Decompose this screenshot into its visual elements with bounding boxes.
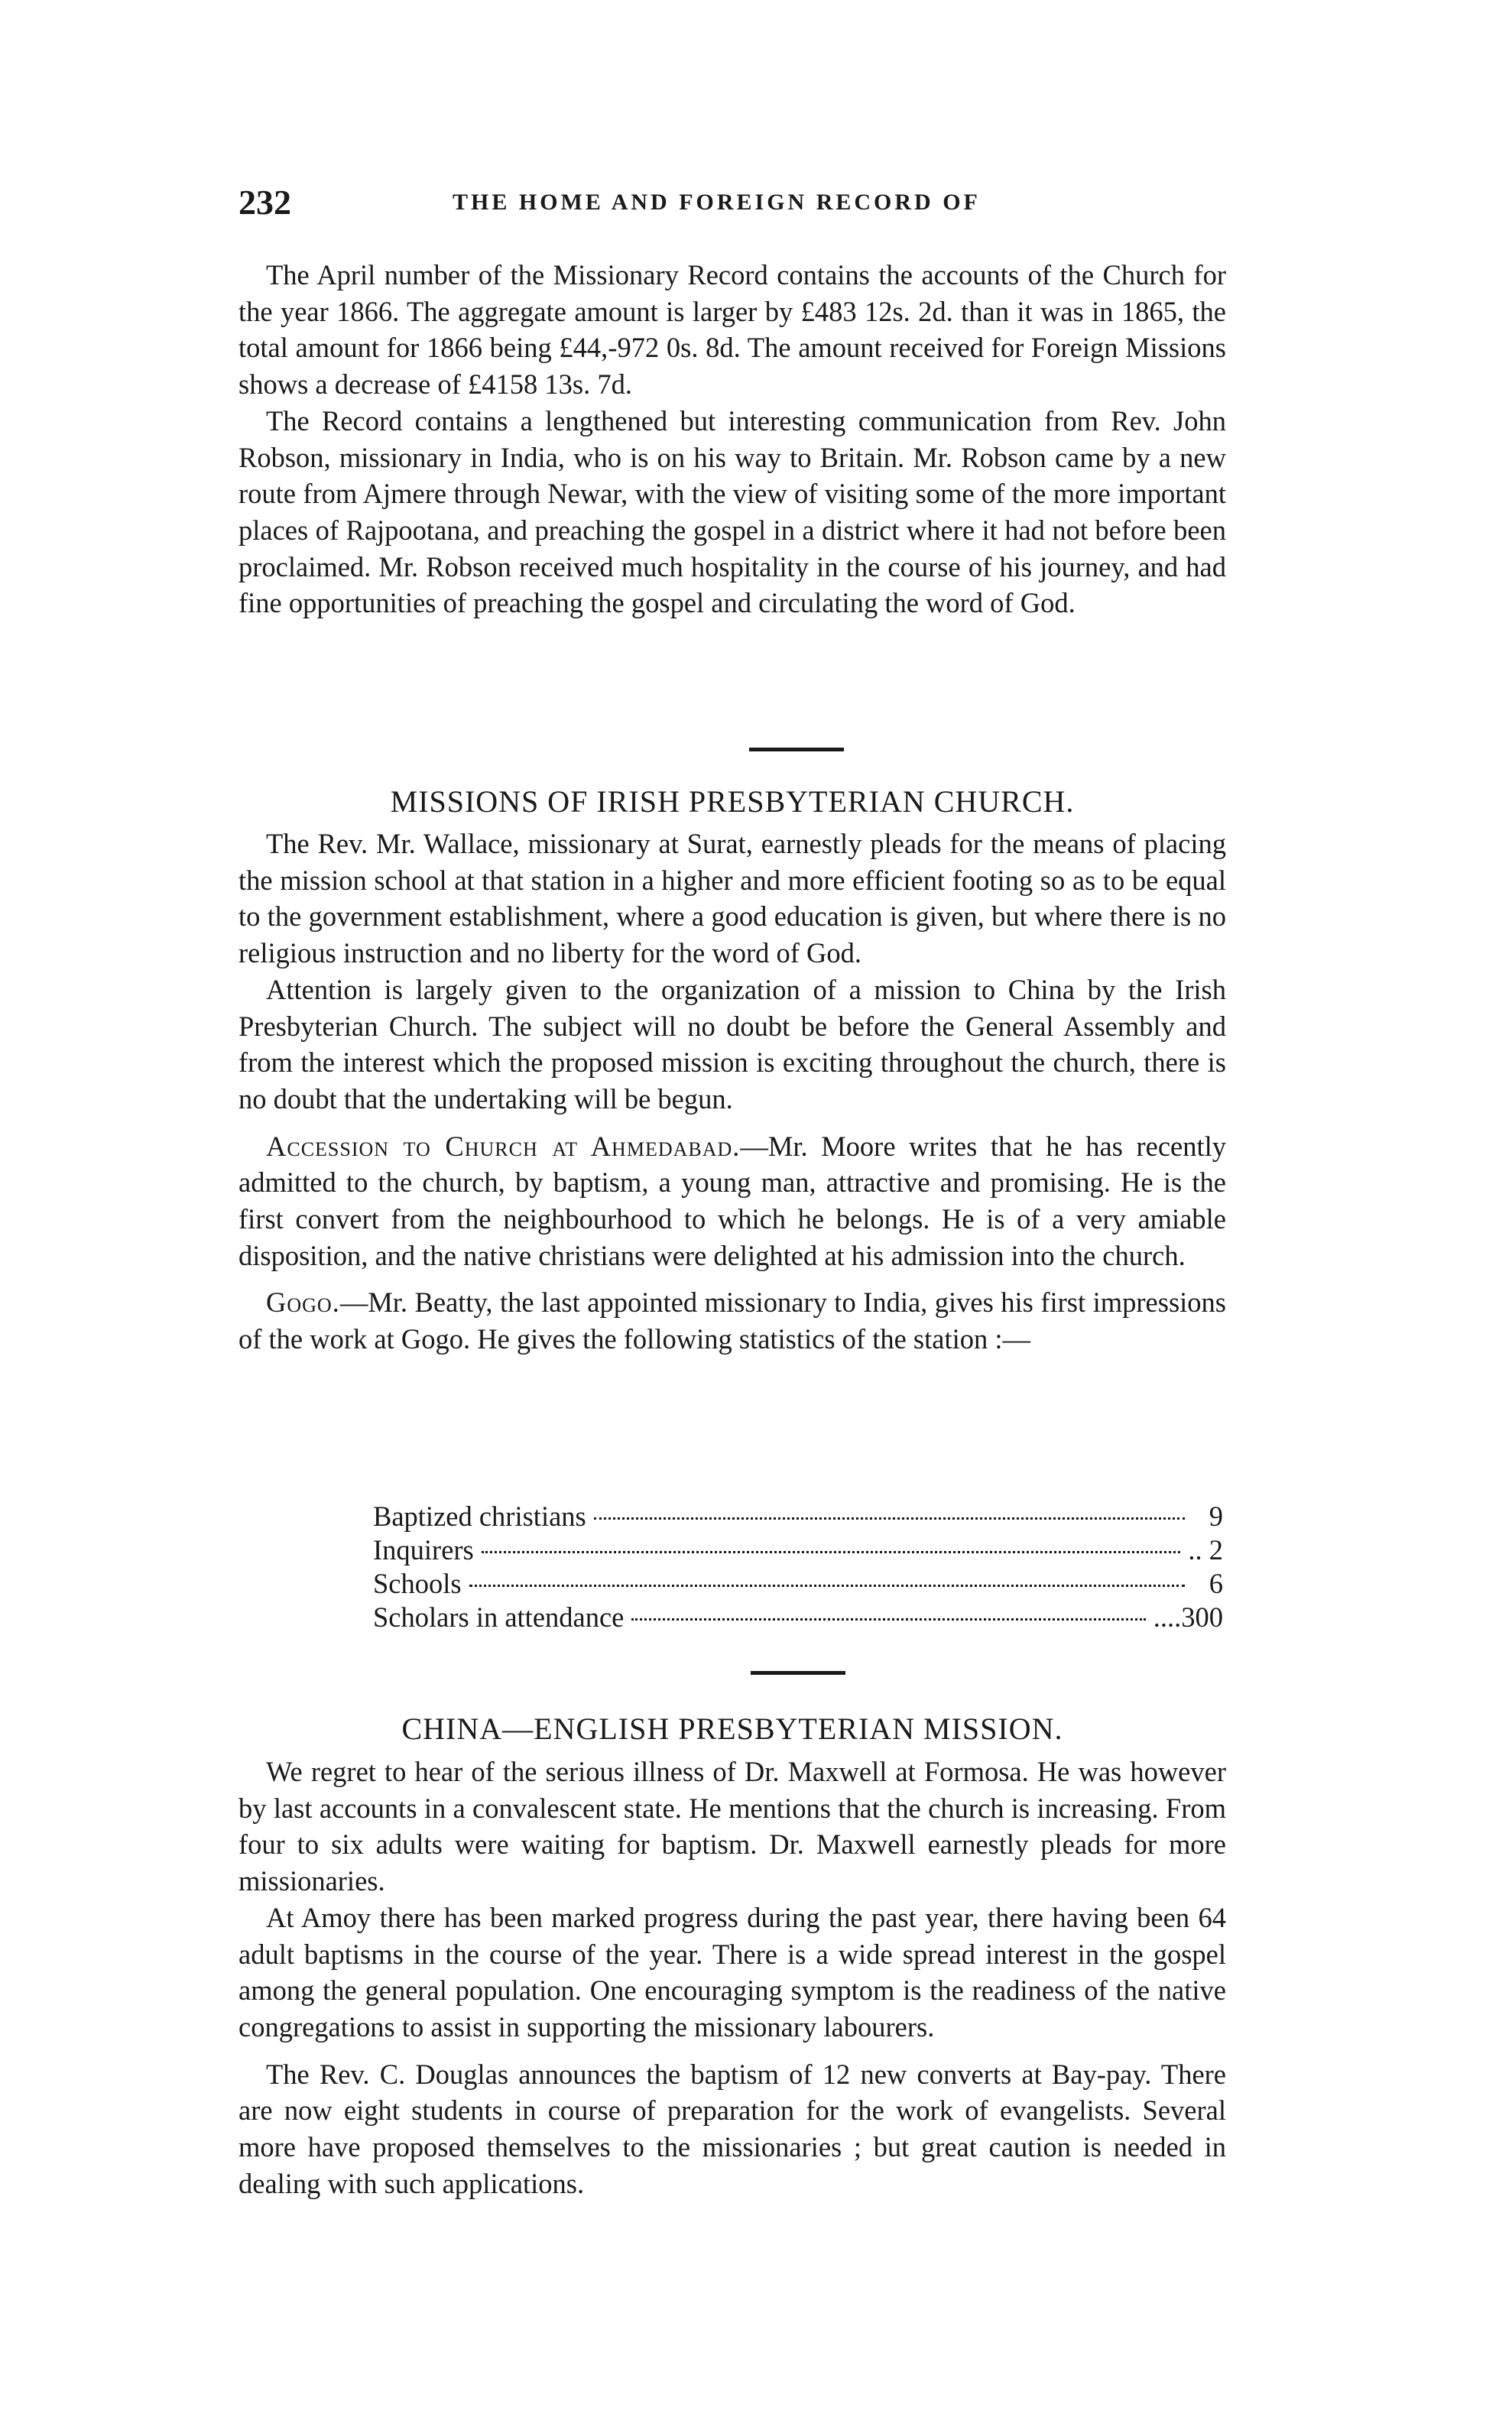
china-paragraph-amoy: At Amoy there has been marked progress during the past year, there having been 64 adult baptisms in the course of the year. There is a wide spread interest in the gospel among the general population. One encouraging symptom is the readiness of the native congregations to assist in supporting the missionary labourers.: [238, 1901, 1226, 2042]
leader-dots: [594, 1517, 1185, 1520]
intro-paragraph-accounts: The April number of the Missionary Record contains the accounts of the Church for the year 1866. The aggregate amount is larger by £483 12s. 2d. than it was in 1865, the total amount for 1866 being £44,-972 0s. 8d. The amount received for Foreign Missions shows a decrease of £4158 13s. 7d.: [238, 259, 1226, 401]
section-heading-irish: MISSIONS OF IRISH PRESBYTERIAN CHURCH.: [390, 784, 1075, 819]
stat-value: 9: [1209, 1501, 1223, 1532]
gogo-lead: Gogo.: [266, 1286, 340, 1319]
ahmedabad-text: —Mr. Moore writes that he has recently admitted to the church, by baptism, a young man, attractive and promising. He is the first convert from the neighbourhood to which he belongs. He is of a very amiable disposition, and the native christians were delighted at his admission into the church.: [238, 1130, 1226, 1271]
leader-dots: [482, 1551, 1181, 1553]
section-divider: [749, 748, 844, 751]
china-paragraph-douglas: The Rev. C. Douglas announces the baptism of 12 new converts at Bay-pay. There are now eight students in course of preparation for the work of evangelists. Several more have proposed themselves to the missionaries ; but great caution is needed in dealing with such applications.: [238, 2058, 1226, 2199]
leader-dots: [469, 1585, 1185, 1587]
section-divider: [751, 1671, 845, 1675]
irish-paragraph-ahmedabad: [238, 1128, 1226, 1274]
irish-paragraph-wallace: The Rev. Mr. Wallace, missionary at Surat, earnestly pleads for the means of placing the mission school at that station in a higher and more efficient footing so as to be equal to the government establishment, where a good education is given, but where there is no religious instruction and no liberty for the word of God.: [238, 828, 1226, 969]
irish-section: [238, 826, 1226, 1358]
section-heading-china: CHINA—ENGLISH PRESBYTERIAN MISSION.: [401, 1712, 1063, 1746]
irish-paragraph-gogo: [238, 1284, 1226, 1357]
stat-row: [373, 1500, 1223, 1533]
page-number: 232: [238, 183, 291, 222]
stat-row: [373, 1567, 1223, 1601]
ahmedabad-lead: Accession to Church at Ahmedabad.: [266, 1130, 741, 1162]
intro-paragraph-robson: The Record contains a lengthened but interesting communication from Rev. John Robson, missionary in India, who is on his way to Britain. Mr. Robson came by a new route from Ajmere through Newar, with the view of visiting some of the more important places of Rajpootana, and preaching the gospel in a district where it had not before been proclaimed. Mr. Robson received much hospitality in the course of his journey, and had fine opportunities of preaching the gospel and circulating the word of God.: [238, 404, 1226, 619]
gogo-text: —Mr. Beatty, the last appointed missionary to India, gives his first impressions of the work at Gogo. He gives the following statistics of the station :—: [238, 1286, 1226, 1355]
irish-paragraph-china-mission: Attention is largely given to the organization of a mission to China by the Irish Presbyterian Church. The subject will no doubt be before the General Assembly and from the interest which the proposed mission is exciting throughout the church, there is no doubt that the undertaking will be begun.: [238, 973, 1226, 1115]
china-section: [238, 1754, 1226, 2201]
stat-value: .. 2: [1188, 1534, 1223, 1566]
running-head: THE HOME AND FOREIGN RECORD OF: [453, 190, 981, 215]
intro-section: [238, 257, 1226, 621]
stat-label: Scholars in attendance: [373, 1601, 625, 1633]
station-statistics: [373, 1500, 1223, 1634]
stat-label: Inquirers: [373, 1534, 474, 1566]
stat-row: [373, 1533, 1223, 1567]
stat-label: Schools: [373, 1568, 462, 1599]
china-paragraph-maxwell: We regret to hear of the serious illness of Dr. Maxwell at Formosa. He was however by last accounts in a convalescent state. He mentions that the church is increasing. From four to six adults were waiting for baptism. Dr. Maxwell earnestly pleads for more missionaries.: [238, 1756, 1226, 1897]
stat-value: 6: [1209, 1568, 1223, 1599]
stat-row: [373, 1601, 1223, 1634]
stat-value: ....300: [1153, 1601, 1223, 1633]
page-header: [238, 182, 1226, 228]
stat-label: Baptized christians: [373, 1501, 586, 1532]
leader-dots: [631, 1618, 1145, 1621]
